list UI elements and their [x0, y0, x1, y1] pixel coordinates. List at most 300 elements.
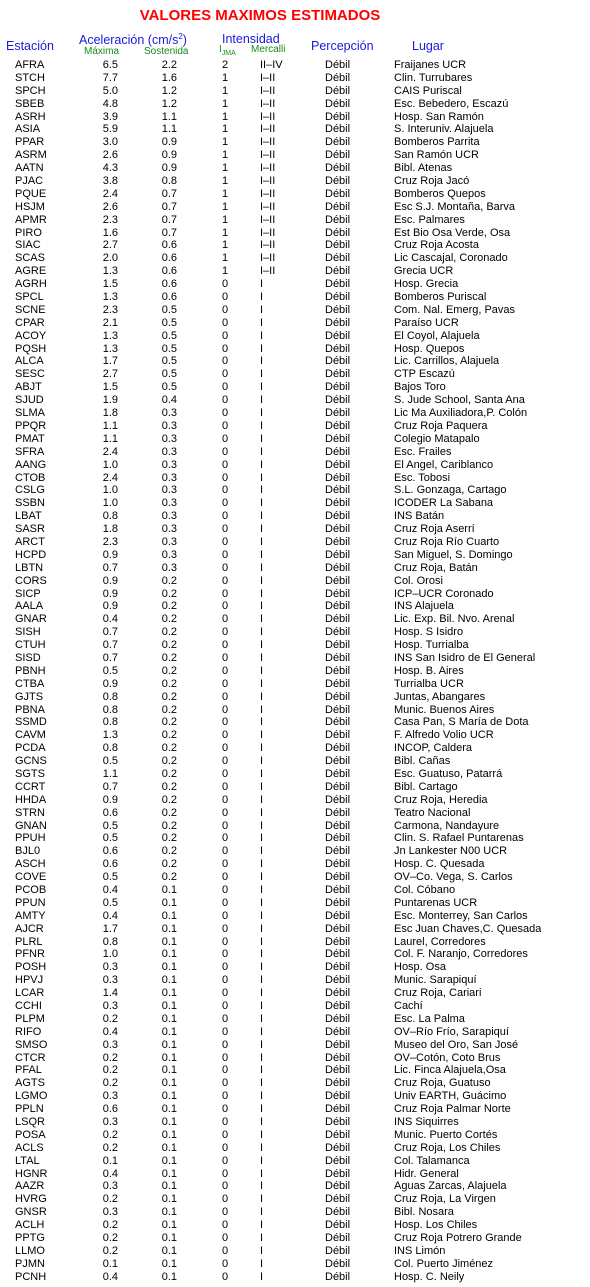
acc-sostenida: 0.2	[161, 742, 177, 755]
intensity-mercalli: I	[260, 664, 264, 677]
intensity-ijma: 0	[221, 548, 229, 561]
acc-maxima: 0.8	[102, 510, 118, 523]
acc-maxima: 1.3	[102, 342, 118, 355]
acc-sostenida: 0.1	[161, 909, 177, 922]
intensity-mercalli: I	[260, 1000, 264, 1013]
acc-sostenida: 0.5	[161, 316, 177, 329]
intensity-mercalli: I	[260, 368, 264, 381]
intensity-ijma: 0	[221, 574, 229, 587]
station-code: LCAR	[15, 987, 45, 1000]
acc-maxima: 0.8	[102, 690, 118, 703]
table-row	[0, 1142, 590, 1155]
acc-maxima: 0.2	[102, 1219, 118, 1232]
intensity-ijma: 0	[221, 1103, 229, 1116]
acc-sostenida: 0.1	[161, 974, 177, 987]
percepcion: Débil	[325, 200, 351, 213]
acc-maxima: 0.8	[102, 716, 118, 729]
intensity-ijma: 0	[221, 329, 229, 342]
percepcion: Débil	[325, 1154, 351, 1167]
table-row	[0, 317, 590, 330]
table-row	[0, 1090, 590, 1103]
lugar: Bomberos Parrita	[394, 136, 480, 149]
acc-sostenida: 0.1	[161, 1206, 177, 1219]
lugar: Hosp. Turrialba	[394, 639, 469, 652]
intensity-mercalli: I–II	[260, 136, 276, 149]
acc-maxima: 5.0	[102, 84, 118, 97]
table-row	[0, 562, 590, 575]
intensity-mercalli: I	[260, 561, 264, 574]
acc-sostenida: 0.2	[161, 716, 177, 729]
acc-sostenida: 0.2	[161, 729, 177, 742]
percepcion: Débil	[325, 1116, 351, 1129]
lugar: Turrialba UCR	[394, 677, 464, 690]
acc-sostenida: 0.3	[161, 471, 177, 484]
acc-sostenida: 1.6	[161, 71, 177, 84]
intensity-ijma: 0	[221, 445, 229, 458]
station-code: LSQR	[15, 1116, 45, 1129]
lugar: Juntas, Abangares	[394, 690, 486, 703]
acc-maxima: 1.0	[102, 484, 118, 497]
acc-maxima: 2.4	[102, 187, 118, 200]
intensity-ijma: 1	[221, 175, 229, 188]
acc-maxima: 0.5	[102, 664, 118, 677]
station-code: ASRM	[15, 149, 47, 162]
lugar: Bajos Toro	[394, 381, 446, 394]
station-code: CSLG	[15, 484, 45, 497]
intensity-mercalli: I	[260, 987, 264, 1000]
intensity-ijma: 0	[221, 471, 229, 484]
lugar: Hosp. Quepos	[394, 342, 465, 355]
lugar: Esc. La Palma	[394, 1012, 465, 1025]
intensity-ijma: 0	[221, 613, 229, 626]
percepcion: Débil	[325, 355, 351, 368]
station-code: ALCA	[15, 355, 44, 368]
table-row	[0, 536, 590, 549]
station-code: SESC	[15, 368, 45, 381]
station-code: PQUE	[15, 187, 47, 200]
percepcion: Débil	[325, 97, 351, 110]
subheader-ijma-prefix: I	[219, 44, 222, 55]
acc-sostenida: 1.1	[161, 123, 177, 136]
table-row	[0, 123, 590, 136]
lugar: El Coyol, Alajuela	[394, 329, 480, 342]
table-row	[0, 1116, 590, 1129]
percepcion: Débil	[325, 71, 351, 84]
intensity-ijma: 1	[221, 187, 229, 200]
lugar: Esc Juan Chaves,C. Quesada	[394, 922, 542, 935]
intensity-ijma: 0	[221, 278, 229, 291]
intensity-ijma: 1	[221, 110, 229, 123]
station-code: AGRE	[15, 265, 47, 278]
table-row	[0, 832, 590, 845]
percepcion: Débil	[325, 1232, 351, 1245]
intensity-mercalli: I	[260, 1270, 264, 1283]
acc-sostenida: 0.1	[161, 961, 177, 974]
station-code: SBEB	[15, 97, 45, 110]
acc-maxima: 0.3	[102, 1090, 118, 1103]
lugar: Univ EARTH, Guácimo	[394, 1090, 507, 1103]
acc-maxima: 0.7	[102, 561, 118, 574]
intensity-mercalli: I	[260, 896, 264, 909]
percepcion: Débil	[325, 1219, 351, 1232]
percepcion: Débil	[325, 677, 351, 690]
intensity-ijma: 0	[221, 394, 229, 407]
acc-sostenida: 0.1	[161, 1141, 177, 1154]
percepcion: Débil	[325, 819, 351, 832]
lugar: Cruz Roja Jacó	[394, 175, 470, 188]
table-row	[0, 691, 590, 704]
percepcion: Débil	[325, 187, 351, 200]
intensity-ijma: 0	[221, 664, 229, 677]
lugar: Hosp. Los Chiles	[394, 1219, 478, 1232]
intensity-mercalli: I	[260, 574, 264, 587]
header-percepcion: Percepción	[311, 39, 374, 53]
percepcion: Débil	[325, 497, 351, 510]
percepcion: Débil	[325, 587, 351, 600]
station-code: SFRA	[15, 445, 45, 458]
intensity-mercalli: I	[260, 1232, 264, 1245]
acc-maxima: 0.5	[102, 755, 118, 768]
intensity-ijma: 0	[221, 523, 229, 536]
percepcion: Débil	[325, 149, 351, 162]
percepcion: Débil	[325, 316, 351, 329]
percepcion: Débil	[325, 1051, 351, 1064]
intensity-ijma: 0	[221, 780, 229, 793]
intensity-ijma: 0	[221, 381, 229, 394]
acc-sostenida: 0.3	[161, 407, 177, 420]
intensity-mercalli: I	[260, 1141, 264, 1154]
intensity-mercalli: I	[260, 471, 264, 484]
acc-sostenida: 0.3	[161, 523, 177, 536]
acc-maxima: 1.3	[102, 291, 118, 304]
acc-maxima: 0.7	[102, 780, 118, 793]
lugar: Teatro Nacional	[394, 806, 471, 819]
station-code: SISD	[15, 651, 41, 664]
acc-maxima: 0.3	[102, 1206, 118, 1219]
acc-sostenida: 0.1	[161, 1270, 177, 1283]
percepcion: Débil	[325, 974, 351, 987]
table-row	[0, 974, 590, 987]
station-code: BJL0	[15, 845, 41, 858]
table-row	[0, 459, 590, 472]
lugar: Hosp. C. Quesada	[394, 858, 485, 871]
intensity-ijma: 0	[221, 600, 229, 613]
intensity-ijma: 0	[221, 767, 229, 780]
lugar: Casa Pan, S María de Dota	[394, 716, 529, 729]
header-aceleracion-text: Aceleración (cm/s	[79, 33, 179, 48]
percepcion: Débil	[325, 961, 351, 974]
intensity-ijma: 0	[221, 987, 229, 1000]
intensity-ijma: 0	[221, 1141, 229, 1154]
percepcion: Débil	[325, 175, 351, 188]
intensity-ijma: 0	[221, 510, 229, 523]
intensity-mercalli: I	[260, 948, 264, 961]
table-row	[0, 742, 590, 755]
station-code: POSH	[15, 961, 47, 974]
station-code: AJCR	[15, 922, 44, 935]
acc-maxima: 7.7	[102, 71, 118, 84]
intensity-ijma: 0	[221, 1219, 229, 1232]
station-code: HHDA	[15, 793, 47, 806]
percepcion: Débil	[325, 471, 351, 484]
intensity-ijma: 0	[221, 1244, 229, 1257]
acc-sostenida: 0.2	[161, 806, 177, 819]
intensity-mercalli: I–II	[260, 187, 276, 200]
intensity-ijma: 0	[221, 858, 229, 871]
percepcion: Débil	[325, 394, 351, 407]
station-code: GCNS	[15, 755, 47, 768]
intensity-mercalli: I	[260, 510, 264, 523]
acc-sostenida: 0.2	[161, 626, 177, 639]
intensity-mercalli: I	[260, 278, 264, 291]
acc-sostenida: 0.4	[161, 394, 177, 407]
acc-sostenida: 0.9	[161, 136, 177, 149]
table-row	[0, 343, 590, 356]
acc-maxima: 1.0	[102, 948, 118, 961]
station-table	[0, 59, 590, 1284]
percepcion: Débil	[325, 742, 351, 755]
intensity-mercalli: I	[260, 303, 264, 316]
intensity-mercalli: I–II	[260, 213, 276, 226]
lugar: Col. F. Naranjo, Corredores	[394, 948, 528, 961]
table-row	[0, 214, 590, 227]
intensity-ijma: 0	[221, 1180, 229, 1193]
intensity-mercalli: I	[260, 1103, 264, 1116]
table-row	[0, 987, 590, 1000]
percepcion: Débil	[325, 1141, 351, 1154]
percepcion: Débil	[325, 987, 351, 1000]
acc-sostenida: 0.2	[161, 858, 177, 871]
acc-maxima: 2.1	[102, 316, 118, 329]
table-row	[0, 1232, 590, 1245]
acc-maxima: 3.9	[102, 110, 118, 123]
acc-sostenida: 0.2	[161, 574, 177, 587]
table-row	[0, 600, 590, 613]
intensity-ijma: 0	[221, 316, 229, 329]
intensity-ijma: 0	[221, 407, 229, 420]
percepcion: Débil	[325, 523, 351, 536]
intensity-ijma: 1	[221, 162, 229, 175]
intensity-mercalli: I	[260, 806, 264, 819]
subheader-mercalli: Mercalli	[251, 44, 286, 55]
table-row	[0, 433, 590, 446]
lugar: Hosp. Osa	[394, 961, 446, 974]
acc-maxima: 2.0	[102, 252, 118, 265]
station-code: SJUD	[15, 394, 44, 407]
station-code: AFRA	[15, 59, 45, 71]
intensity-ijma: 0	[221, 1257, 229, 1270]
intensity-ijma: 0	[221, 1154, 229, 1167]
table-row	[0, 820, 590, 833]
acc-maxima: 2.6	[102, 149, 118, 162]
intensity-mercalli: I	[260, 432, 264, 445]
acc-maxima: 2.6	[102, 200, 118, 213]
lugar: OV–Cotón, Coto Brus	[394, 1051, 501, 1064]
lugar: CTP Escazú	[394, 368, 455, 381]
lugar: Hosp. San Ramón	[394, 110, 484, 123]
header-lugar: Lugar	[412, 39, 444, 53]
acc-maxima: 0.6	[102, 858, 118, 871]
intensity-mercalli: I	[260, 1219, 264, 1232]
table-row	[0, 1206, 590, 1219]
table-row	[0, 626, 590, 639]
acc-maxima: 2.3	[102, 535, 118, 548]
station-code: PPAR	[15, 136, 45, 149]
acc-sostenida: 0.7	[161, 200, 177, 213]
lugar: INS Alajuela	[394, 600, 454, 613]
table-row	[0, 588, 590, 601]
intensity-ijma: 1	[221, 123, 229, 136]
intensity-ijma: 0	[221, 291, 229, 304]
station-code: HGNR	[15, 1167, 48, 1180]
acc-maxima: 1.9	[102, 394, 118, 407]
lugar: Esc. Frailes	[394, 445, 452, 458]
acc-sostenida: 0.1	[161, 1103, 177, 1116]
lugar: San Ramón UCR	[394, 149, 479, 162]
acc-sostenida: 0.7	[161, 226, 177, 239]
percepcion: Débil	[325, 1103, 351, 1116]
lugar: Est Bio Osa Verde, Osa	[394, 226, 511, 239]
lugar: Col. Orosi	[394, 574, 443, 587]
table-row	[0, 355, 590, 368]
acc-maxima: 2.3	[102, 213, 118, 226]
intensity-ijma: 0	[221, 729, 229, 742]
percepcion: Débil	[325, 626, 351, 639]
intensity-mercalli: I	[260, 1077, 264, 1090]
station-code: APMR	[15, 213, 47, 226]
acc-maxima: 0.2	[102, 1232, 118, 1245]
percepcion: Débil	[325, 1270, 351, 1283]
lugar: Munic. Sarapiquí	[394, 974, 477, 987]
acc-sostenida: 0.1	[161, 922, 177, 935]
acc-sostenida: 0.1	[161, 1232, 177, 1245]
acc-sostenida: 0.9	[161, 149, 177, 162]
acc-sostenida: 0.3	[161, 432, 177, 445]
station-code: HVRG	[15, 1193, 47, 1206]
table-row	[0, 845, 590, 858]
percepcion: Débil	[325, 935, 351, 948]
lugar: Cruz Roja, Guatuso	[394, 1077, 491, 1090]
table-row	[0, 652, 590, 665]
acc-sostenida: 1.2	[161, 84, 177, 97]
acc-sostenida: 0.2	[161, 600, 177, 613]
intensity-mercalli: I	[260, 523, 264, 536]
lugar: Col. Talamanca	[394, 1154, 470, 1167]
acc-maxima: 0.1	[102, 1154, 118, 1167]
subheader-maxima: Máxima	[84, 46, 120, 57]
intensity-ijma: 1	[221, 213, 229, 226]
acc-sostenida: 0.6	[161, 278, 177, 291]
acc-maxima: 0.7	[102, 639, 118, 652]
station-code: PBNA	[15, 703, 45, 716]
intensity-ijma: 0	[221, 1206, 229, 1219]
percepcion: Débil	[325, 381, 351, 394]
percepcion: Débil	[325, 1077, 351, 1090]
table-row	[0, 781, 590, 794]
table-row	[0, 961, 590, 974]
station-code: SISH	[15, 626, 41, 639]
intensity-ijma: 0	[221, 755, 229, 768]
acc-sostenida: 0.1	[161, 1025, 177, 1038]
acc-sostenida: 0.2	[161, 767, 177, 780]
table-row	[0, 510, 590, 523]
lugar: Cruz Roja, Cariari	[394, 987, 482, 1000]
station-code: LLMO	[15, 1244, 45, 1257]
intensity-ijma: 0	[221, 742, 229, 755]
station-code: COVE	[15, 871, 47, 884]
percepcion: Débil	[325, 639, 351, 652]
intensity-mercalli: I	[260, 445, 264, 458]
intensity-mercalli: I	[260, 548, 264, 561]
intensity-ijma: 0	[221, 677, 229, 690]
lugar: Aguas Zarcas, Alajuela	[394, 1180, 507, 1193]
intensity-ijma: 0	[221, 432, 229, 445]
station-code: SIAC	[15, 239, 41, 252]
intensity-mercalli: I	[260, 1206, 264, 1219]
lugar: Esc S.J. Montaña, Barva	[394, 200, 516, 213]
lugar: San Miguel, S. Domingo	[394, 548, 513, 561]
percepcion: Débil	[325, 123, 351, 136]
intensity-ijma: 0	[221, 1051, 229, 1064]
intensity-mercalli: I	[260, 832, 264, 845]
acc-maxima: 0.6	[102, 845, 118, 858]
lugar: Bibl. Cañas	[394, 755, 451, 768]
percepcion: Débil	[325, 291, 351, 304]
table-row	[0, 1129, 590, 1142]
intensity-ijma: 0	[221, 1116, 229, 1129]
acc-maxima: 0.9	[102, 587, 118, 600]
acc-maxima: 1.3	[102, 329, 118, 342]
table-row	[0, 716, 590, 729]
percepcion: Débil	[325, 755, 351, 768]
station-code: HSJM	[15, 200, 45, 213]
acc-sostenida: 0.1	[161, 1167, 177, 1180]
station-code: ACOY	[15, 329, 47, 342]
acc-sostenida: 0.3	[161, 419, 177, 432]
percepcion: Débil	[325, 690, 351, 703]
percepcion: Débil	[325, 1193, 351, 1206]
table-row	[0, 858, 590, 871]
acc-sostenida: 0.1	[161, 1257, 177, 1270]
intensity-ijma: 0	[221, 884, 229, 896]
table-row	[0, 407, 590, 420]
intensity-ijma: 0	[221, 896, 229, 909]
table-row	[0, 497, 590, 510]
acc-sostenida: 0.3	[161, 497, 177, 510]
intensity-mercalli: I	[260, 961, 264, 974]
percepcion: Débil	[325, 1012, 351, 1025]
table-row	[0, 884, 590, 897]
table-row	[0, 794, 590, 807]
lugar: Bomberos Quepos	[394, 187, 486, 200]
acc-maxima: 0.2	[102, 1244, 118, 1257]
station-code: SGTS	[15, 767, 45, 780]
acc-maxima: 1.0	[102, 497, 118, 510]
percepcion: Débil	[325, 793, 351, 806]
station-code: SCNE	[15, 303, 46, 316]
acc-sostenida: 0.1	[161, 1193, 177, 1206]
lugar: Com. Nal. Emerg, Pavas	[394, 303, 516, 316]
acc-maxima: 0.3	[102, 1180, 118, 1193]
intensity-ijma: 0	[221, 355, 229, 368]
intensity-ijma: 2	[221, 59, 229, 71]
acc-maxima: 0.5	[102, 832, 118, 845]
lugar: Esc. Monterrey, San Carlos	[394, 909, 528, 922]
percepcion: Débil	[325, 613, 351, 626]
table-row	[0, 265, 590, 278]
intensity-mercalli: I	[260, 1180, 264, 1193]
acc-sostenida: 0.2	[161, 871, 177, 884]
